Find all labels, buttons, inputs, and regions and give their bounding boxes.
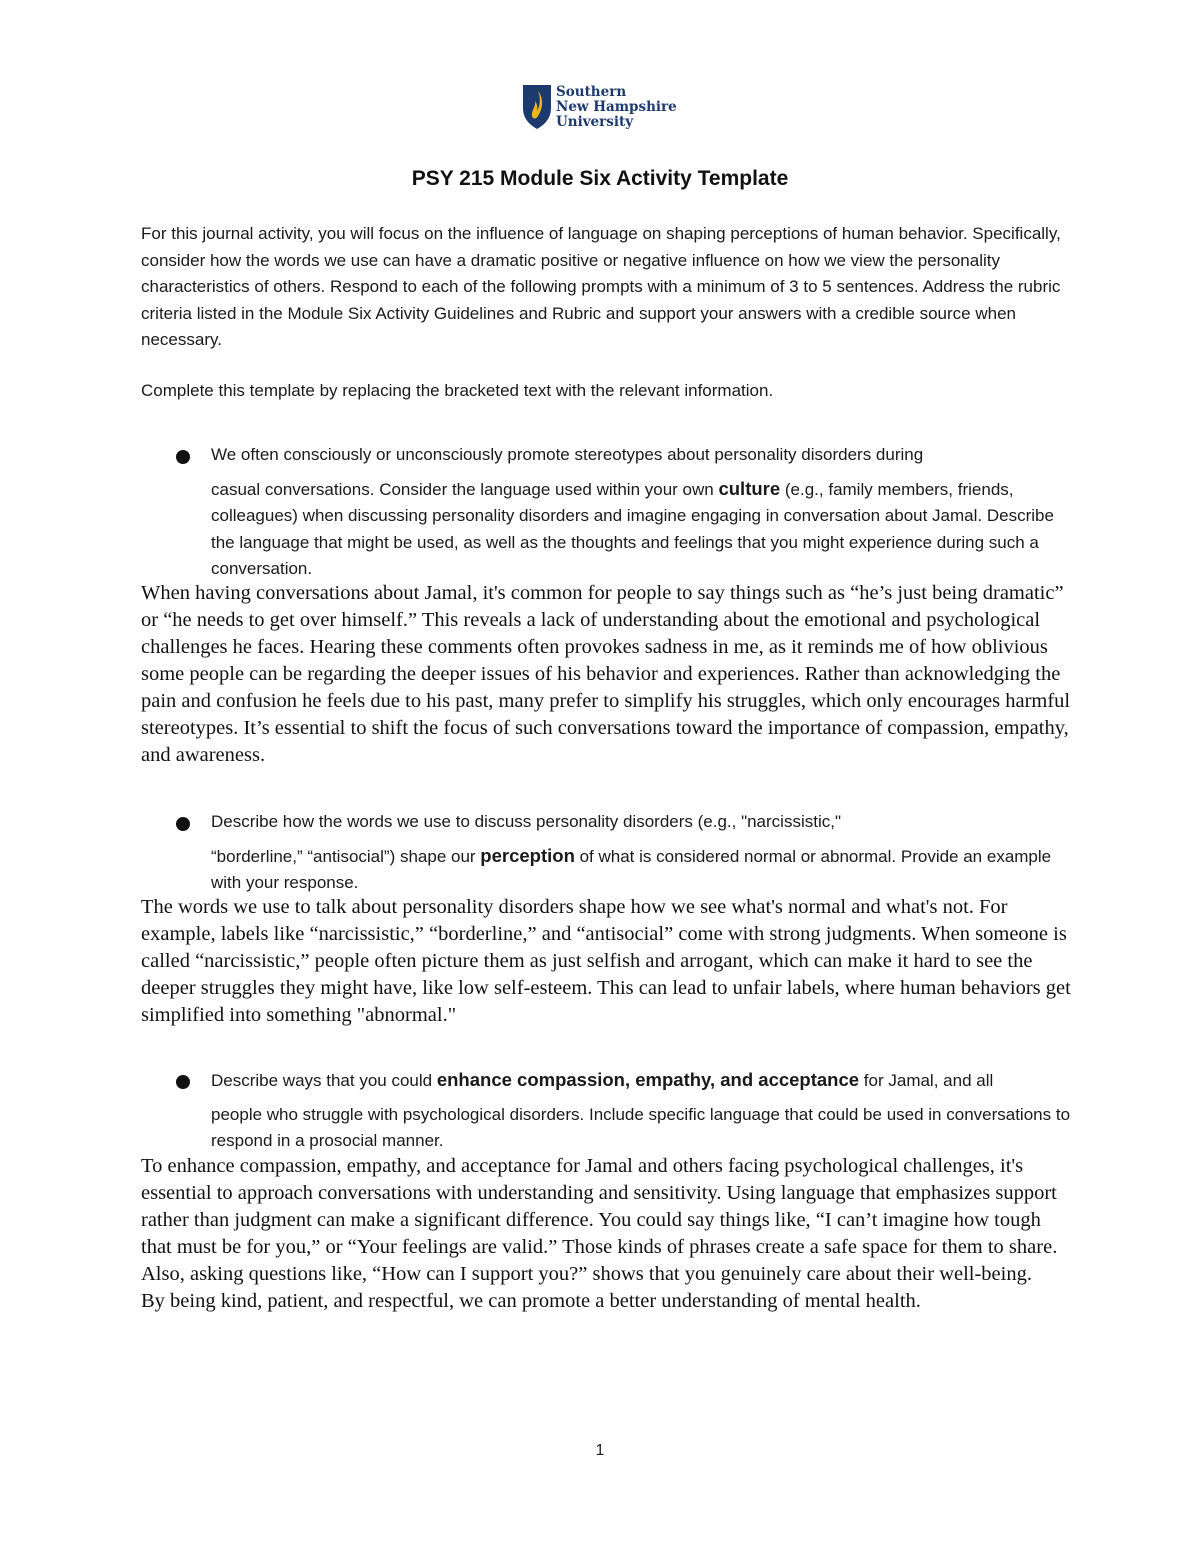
prompt-2-line-1: Describe how the words we use to discuss personality disorders (e.g., "narcissistic,"	[211, 812, 841, 831]
prompt-3-line-1	[211, 1067, 1071, 1095]
document-title: PSY 215 Module Six Activity Template	[411, 167, 789, 190]
prompt-3-line-1-after: for Jamal, and all	[859, 1071, 994, 1090]
prompt-1-emphasis: culture	[718, 477, 781, 499]
logo-line-3: University	[556, 114, 634, 130]
answer-1	[141, 580, 1071, 769]
logo-line-2: New Hampshire	[556, 99, 677, 115]
prompt-1-line-1: We often consciously or unconsciously promote stereotypes about personality disorders during	[211, 445, 924, 464]
university-logo	[522, 84, 692, 132]
page-number: 1	[595, 1442, 605, 1459]
shield-flame-icon	[522, 84, 552, 130]
prompt-2-text-after: of what is considered normal or abnormal. Provide an example with your response.	[211, 846, 1052, 892]
prompt-1-text: casual conversations. Consider the language used within your own	[211, 479, 719, 499]
bullet-icon	[176, 450, 190, 464]
answer-2-text: The words we use to talk about personality disorders shape how we see what's normal and what's not. For example, labels like “narcissistic,” “borderline,” and “antisocial” come with strong judgments. When someone is called “narcissistic,” people often picture them as just selfish and arrogant, which can make it hard to see the deeper struggles they might have, like low self-esteem. This can lead to unfair labels, where human behaviors get simplified into something "abnormal."	[141, 896, 1071, 1026]
logo-line-1: Southern	[556, 84, 627, 100]
bullet-icon	[176, 817, 190, 831]
prompt-3-text: people who struggle with psychological disorders. Include specific language that could be used in conversations to respond in a prosocial manner.	[211, 1104, 1071, 1150]
prompt-1	[211, 442, 1071, 583]
answer-3	[141, 1153, 1071, 1315]
answer-1-text: When having conversations about Jamal, it's common for people to say things such as “he’s just being dramatic” or “he needs to get over himself.” This reveals a lack of understanding about the emotional and psychological challenges he faces. Hearing these comments often provokes sadness in me, as it reminds me of how oblivious some people can be regarding the deeper issues of his behavior and experiences. Rather than acknowledging the pain and confusion he feels due to his past, many prefer to simplify his struggles, which only encourages harmful stereotypes. It’s essential to shift the focus of such conversations toward the importance of compassion, empathy, and awareness.	[141, 582, 1071, 766]
answer-3-closing: By being kind, patient, and respectful, we can promote a better understanding of mental health.	[141, 1290, 921, 1312]
prompt-2-text: “borderline,” “antisocial”) shape our	[211, 846, 481, 866]
answer-3-text: To enhance compassion, empathy, and acceptance for Jamal and others facing psychological challenges, it's essential to approach conversations with understanding and sensitivity. Using language that emphasizes support rather than judgment can make a significant difference. You could say things like, “I can’t imagine how tough that must be for you,” or “Your feelings are valid.” Those kinds of phrases create a safe space for them to share. Also, asking questions like, “How can I support you?” shows that you genuinely care about their well-being.	[141, 1155, 1058, 1285]
logo-wordmark	[556, 85, 677, 130]
prompt-3-emphasis: enhance compassion, empathy, and acceptance	[436, 1069, 860, 1090]
prompt-3-line-1-text: Describe ways that you could	[211, 1071, 437, 1090]
instruction-paragraph: Complete this template by replacing the bracketed text with the relevant information.	[141, 381, 774, 400]
answer-2	[141, 894, 1071, 1029]
intro-paragraph: For this journal activity, you will focus on the influence of language on shaping perceptions of human behavior. Specifically, consider how the words we use can have a dramatic positive or negative influence on how we view the personality characteristics of others. Respond to each of the following prompts with a minimum of 3 to 5 sentences. Address the rubric criteria listed in the Module Six Activity Guidelines and Rubric and support your answers with a credible source when necessary.	[141, 224, 1061, 349]
prompt-1-text-after: (e.g., family members, friends, colleagues) when discussing personality disorders and imagine engaging in conversation about Jamal. Describe the language that might be used, as well as the thoughts and feelings that you might experience during such a conversation.	[211, 479, 1054, 578]
bullet-icon	[176, 1075, 190, 1089]
prompt-2-emphasis: perception	[480, 844, 575, 866]
prompt-2	[211, 809, 1071, 897]
prompt-3	[211, 1067, 1071, 1155]
